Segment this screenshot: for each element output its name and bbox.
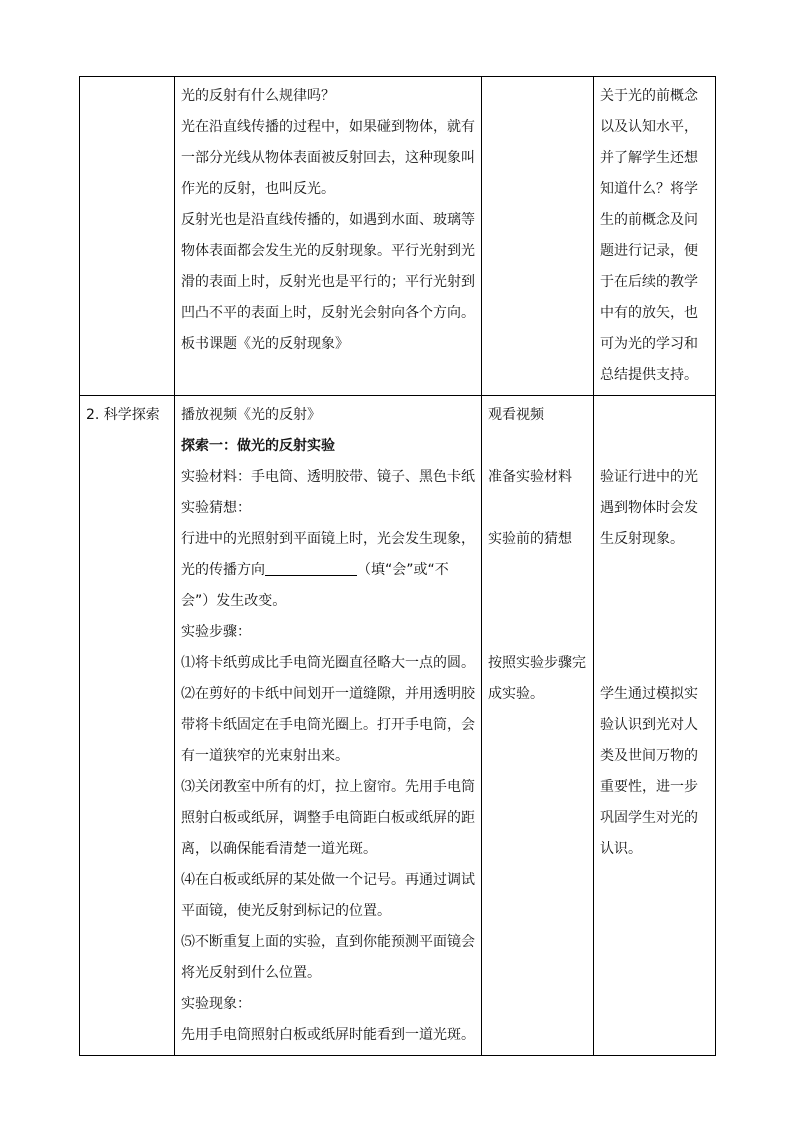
table-row [80,77,716,396]
design-intent-cell [594,396,716,1056]
hypothesis-post: （填“会”或“不会”）发生改变。 [181,562,449,609]
paragraph: 光在沿直线传播的过程中，如果碰到物体，就有一部分光线从物体表面被反射回去，这种现象叫作光的反射，也叫反光。 [181,119,475,197]
design-intent-cell [594,77,716,396]
step-item: ⑴将卡纸剪成比手电筒光圈直径略大一点的圆。 [181,655,475,671]
video-line: 播放视频《光的反射》 [181,407,321,423]
hypothesis-pre: 行进中的光照射到平面镜上时，光会发生现象，光的传播方向 [181,531,475,578]
hypothesis-text [181,524,475,617]
student-item: 观看视频 [488,407,544,423]
lesson-plan-table [79,76,716,1056]
intent-item: 学生通过模拟实验认识到光对人类及世间万物的重要性，进一步巩固学生对光的认识。 [600,686,698,857]
hypothesis-label: 实验猜想： [181,500,251,516]
step-item: ⑵在剪好的卡纸中间划开一道缝隙，并用透明胶带将卡纸固定在手电筒光圈上。打开手电筒，会有一道狭窄的光束射出来。 [181,686,475,764]
student-item: 按照实验步骤完成实验。 [488,655,586,702]
student-item: 实验前的猜想 [488,531,572,547]
phenomenon-label: 实验现象： [181,996,251,1012]
paragraph: 反射光也是沿直线传播的，如遇到水面、玻璃等物体表面都会发生光的反射现象。平行光射到光滑的表面上时，反射光也是平行的；平行光射到凹凸不平的表面上时，反射光会射向各个方向。 [181,212,475,321]
explore-title: 探索一：做光的反射实验 [181,438,335,454]
intent-item: 验证行进中的光遇到物体时会发生反射现象。 [600,469,698,547]
step-item: ⑷在白板或纸屏的某处做一个记号。再通过调试平面镜，使光反射到标记的位置。 [181,872,475,919]
paragraph: 板书课题《光的反射现象》 [181,336,349,352]
teacher-activity-cell [175,396,482,1056]
step-item: ⑸不断重复上面的实验，直到你能预测平面镜会将光反射到什么位置。 [181,934,475,981]
paragraph: 关于光的前概念以及认知水平，并了解学生还想知道什么？将学生的前概念及问题进行记录，便于在后续的教学中有的放矢，也可为光的学习和总结提供支持。 [600,88,698,383]
paragraph: 光的反射有什么规律吗？ [181,88,335,104]
stage-cell: 2. 科学探索 [80,396,175,1056]
phenomenon-text: 先用手电筒照射白板或纸屏时能看到一道光斑。 [181,1027,475,1043]
fill-blank [265,559,357,576]
student-activity-cell [482,77,594,396]
table-row [80,396,716,1056]
step-item: ⑶关闭教室中所有的灯，拉上窗帘。先用手电筒照射白板或纸屏，调整手电筒距白板或纸屏的距离，以确保能看清楚一道光斑。 [181,779,475,857]
teacher-activity-cell [175,77,482,396]
materials-line: 实验材料：手电筒、透明胶带、镜子、黑色卡纸 [181,469,475,485]
student-item: 准备实验材料 [488,469,572,485]
steps-label: 实验步骤： [181,624,251,640]
student-activity-cell [482,396,594,1056]
stage-cell [80,77,175,396]
